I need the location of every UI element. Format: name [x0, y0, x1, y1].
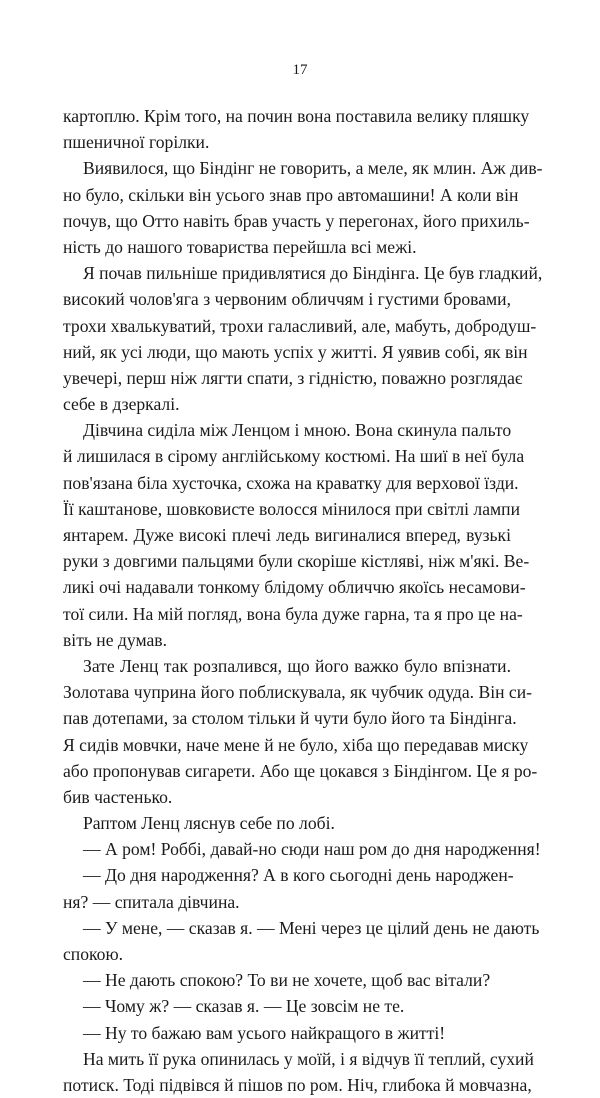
text-line: або пропонував сигарети. Або ще цокався з Біндінгом. Це я ро-	[63, 760, 538, 781]
text-line: — Чому ж? — сказав я. — Це зовсім не те.	[83, 996, 405, 1017]
text-line: тої сили. На мій погляд, вона була дуже гарна, та я про це на-	[63, 603, 523, 624]
text-line: пшеничної горілки.	[63, 132, 210, 153]
text-line: спокою.	[63, 944, 124, 964]
text-line: й лишилася в сірому англійському костюмі. На шиї в неї була	[63, 446, 525, 467]
text-line: — У мене, — сказав я. — Мені через це цілий день не дають	[83, 917, 540, 938]
text-line: ність до нашого товариства перейшла всі межі.	[63, 236, 417, 257]
text-line: високий чолов'яга з червоним обличчям і густими бровами,	[63, 289, 511, 310]
text-line: Дівчина сиділа між Ленцом і мною. Вона скинула пальто	[83, 420, 512, 441]
text-line: ний, як усі люди, що мають успіх у житті. Я уявив собі, як він	[63, 341, 528, 362]
text-line: Я сидів мовчки, наче мене й не було, хіба що передавав миску	[63, 734, 529, 755]
text-line: трохи хвалькуватий, трохи галасливий, але, мабуть, добродуш-	[63, 315, 537, 336]
text-line: Її каштанове, шовковисте волосся мінилося при світлі лампи	[63, 498, 520, 519]
text-line: картоплю. Крім того, на почин вона поставила велику пляшку	[63, 106, 530, 126]
page-number: 17	[292, 62, 308, 78]
text-line: пов'язана біла хусточка, схожа на краватку для верхової їзди.	[63, 472, 519, 493]
text-line: потиск. Тоді підвівся й пішов по ром. Ніч, глибока й мовчазна,	[63, 1074, 532, 1095]
text-line: себе в дзеркалі.	[63, 394, 180, 415]
text-line: бив частенько.	[63, 786, 173, 807]
text-line: — А ром! Роббі, давай-но сюди наш ром до дня народження!	[83, 839, 541, 860]
text-body	[63, 103, 543, 1098]
text-line: Зате Ленц так розпалився, що його важко було впізнати.	[83, 655, 511, 676]
text-line: — До дня народження? А в кого сьогодні день народжен-	[83, 865, 514, 886]
text-line: Золотава чуприна його поблискувала, як чубчик одуда. Він си-	[63, 682, 532, 703]
text-line: віть не думав.	[63, 629, 167, 650]
text-line: Я почав пильніше придивлятися до Біндінга. Це був гладкий,	[83, 263, 543, 284]
text-line: Раптом Ленц ляснув себе по лобі.	[83, 813, 335, 834]
text-line: но було, скільки він усього знав про автомашини! А коли він	[63, 184, 519, 205]
text-line: — Ну то бажаю вам усього найкращого в житті!	[83, 1022, 446, 1043]
text-line: На мить її рука опинилась у моїй, і я відчув її теплий, сухий	[83, 1048, 534, 1069]
text-line: ня? — спитала дівчина.	[63, 891, 240, 912]
text-line: ликі очі надавали тонкому блідому обличчю якоїсь несамови-	[63, 577, 526, 598]
text-line: увечері, перш ніж лягти спати, з гідністю, поважно розглядає	[63, 367, 523, 388]
text-line: янтарем. Дуже високі плечі ледь вигиналися вперед, вузькі	[63, 525, 511, 545]
text-line: пав дотепами, за столом тільки й чути було його та Біндінга.	[63, 708, 517, 729]
text-line: почув, що Отто навіть брав участь у перегонах, його прихиль-	[63, 210, 530, 231]
text-line: — Не дають спокою? То ви не хочете, щоб вас вітали?	[83, 970, 491, 991]
text-line: руки з довгими пальцями були скоріше кістляві, ніж м'які. Ве-	[63, 551, 530, 572]
text-line: Виявилося, що Біндінг не говорить, а меле, як млин. Аж див-	[83, 158, 543, 179]
